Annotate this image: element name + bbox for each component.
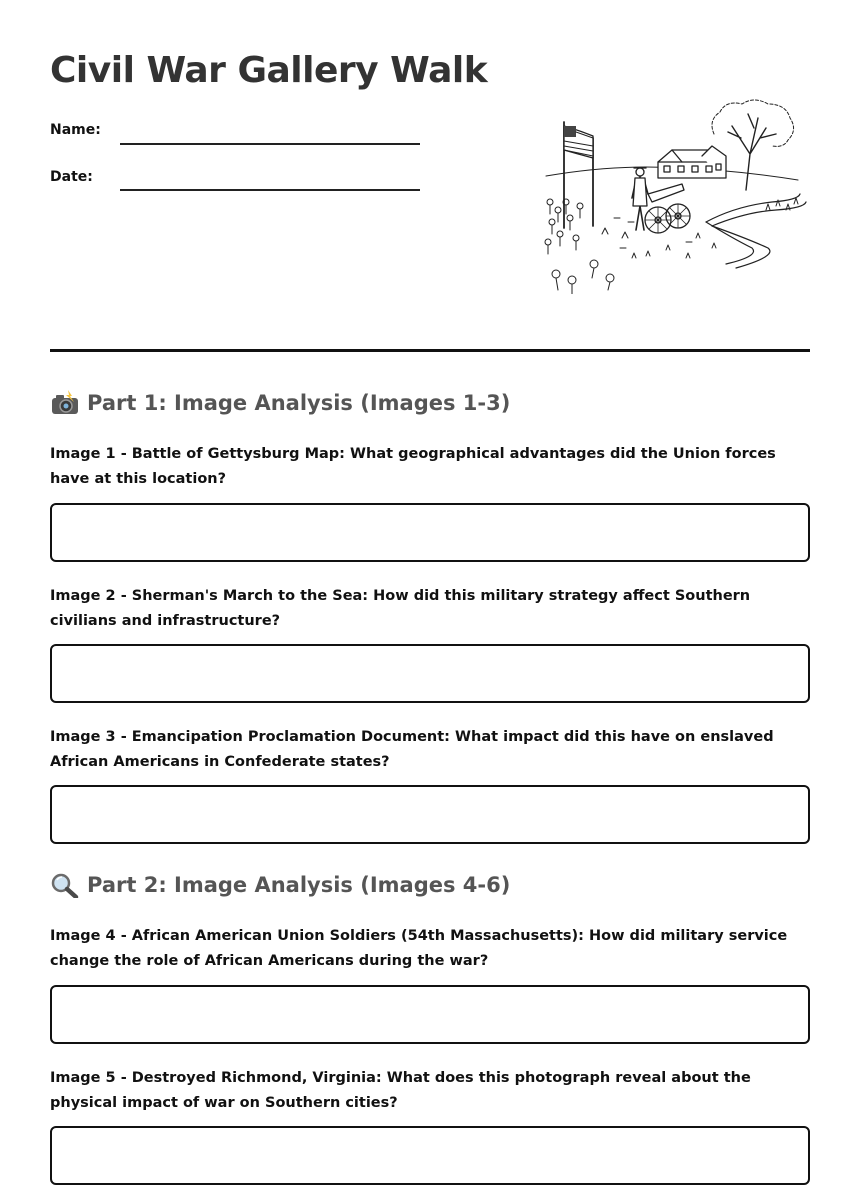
answer-box-image-4[interactable] [50, 985, 810, 1044]
section-divider [50, 349, 810, 352]
question-image-5: Image 5 - Destroyed Richmond, Virginia: What does this photograph reveal about the physical impact of war on Southern cities? [50, 1070, 751, 1111]
part2-heading [50, 872, 510, 898]
question-image-2: Image 2 - Sherman's March to the Sea: How did this military strategy affect Southern civilians and infrastructure? [50, 588, 751, 629]
part2-heading-text: Part 2: Image Analysis (Images 4-6) [87, 873, 511, 897]
answer-box-image-2[interactable] [50, 644, 810, 703]
answer-box-image-1[interactable] [50, 503, 810, 562]
worksheet-title: Civil War Gallery Walk [50, 50, 488, 91]
name-label: Name: [50, 122, 101, 138]
date-field[interactable] [120, 189, 420, 191]
question-image-4: Image 4 - African American Union Soldiers (54th Massachusetts): How did military service change the role of African Americans during the war? [50, 928, 788, 969]
answer-box-image-5[interactable] [50, 1126, 810, 1185]
name-field[interactable] [120, 143, 420, 145]
question-image-1: Image 1 - Battle of Gettysburg Map: What geographical advantages did the Union forces have at this location? [50, 446, 776, 487]
part1-heading [50, 390, 510, 416]
magnifying-glass-icon [50, 872, 80, 898]
question-image-3: Image 3 - Emancipation Proclamation Document: What impact did this have on enslaved African Americans in Confederate states? [50, 729, 774, 770]
answer-box-image-3[interactable] [50, 785, 810, 844]
battlefield-illustration [536, 98, 808, 294]
part1-heading-text: Part 1: Image Analysis (Images 1-3) [87, 391, 511, 415]
date-label: Date: [50, 169, 93, 185]
camera-flash-icon [50, 390, 80, 416]
